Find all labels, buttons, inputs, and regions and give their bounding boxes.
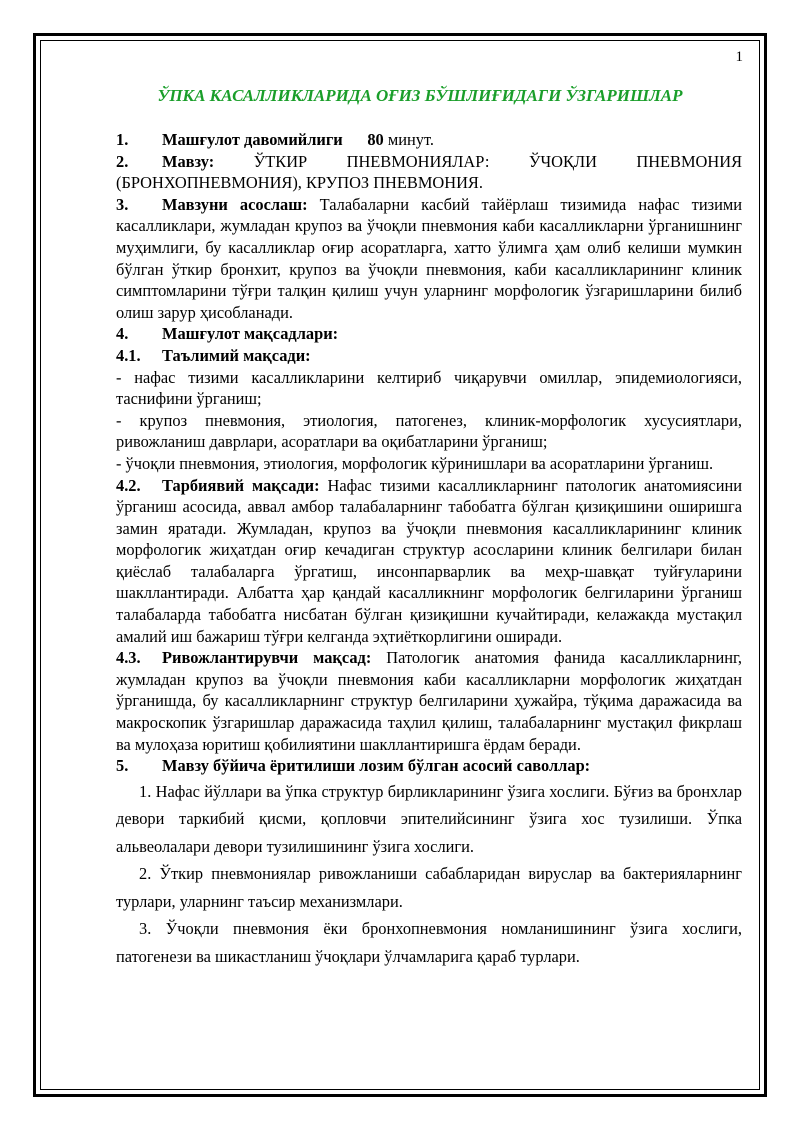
section-text: ЎТКИР ПНЕВМОНИЯЛАР: ЎЧОҚЛИ ПНЕВМОНИЯ (БРОНХОПНЕВМОНИЯ), КРУПОЗ ПНЕВМОНИЯ.: [116, 151, 742, 193]
section-label: Машғулот давомийлиги: [162, 130, 343, 149]
document-title: ЎПКА КАСАЛЛИКЛАРИДА ОҒИЗ БЎШЛИҒИДАГИ ЎЗГАРИШЛАР: [157, 86, 683, 105]
subsection-educational-goal: [116, 345, 742, 367]
duration-value: 80: [367, 130, 384, 149]
section-number: 3.: [116, 194, 129, 214]
section-number: 4.3.: [116, 648, 141, 668]
section-text: Нафас тизими касалликларнинг патологик анатомиясини ўрганиш асосида, аввал амбор талабаларнинг табобатга бўлган қизиқишини оширишга замин яратади. Жумладан, крупоз ва ўчоқли пневмония касалликларининг клиник морфологик жиҳатдан оғир кечадиган структур асосларини клиник белгилари билан қиёслаб талабаларга ўргатиш, инсонпарварлик ва меҳр-шавқат туйғуларини шакллантиради. Албатта ҳар қандай касалликнинг морфологик белгиларини ўрганиш талабаларда табобатга нисбатан бўлган қизиқишни кучайтиради, келажакда мустақил амалий иш бажариш тўғри келганда эҳтиёткорлигини оширади.: [116, 475, 743, 646]
section-number: 2.: [116, 151, 129, 171]
section-number: 4.1.: [116, 345, 141, 365]
document-body: [116, 129, 742, 970]
section-number: 5.: [116, 756, 129, 776]
section-text: Патологик анатомия фанида касалликларнинг, жумладан крупоз ва ўчоқли пневмония каби касалликларни морфологик жиҳатдан ўрганишда, бу касалликларнинг структур белгиларини ҳужайра, тўқима даражасида ва макроскопик ўзгаришлар даражасида таҳлил қилиш, талабаларнинг мустақил фикрлаш ва мулоҳаза юритиш қобилиятини шакллантиришга ёрдам беради.: [116, 648, 742, 754]
section-duration: [116, 129, 742, 151]
duration-unit: минут.: [383, 130, 434, 149]
list-item: - ўчоқли пневмония, этиология, морфологик кўринишлари ва асоратларини ўрганиш.: [116, 453, 714, 473]
section-label: Таълимий мақсади:: [162, 345, 311, 365]
page-number: 1: [735, 49, 743, 65]
section-label: Мавзу бўйича ёритилиши лозим бўлган асосий саволлар:: [162, 756, 591, 776]
section-number: 4.: [116, 324, 129, 344]
questions-list: [116, 778, 742, 971]
list-item: 1. Нафас йўллари ва ўпка структур бирликларининг ўзига хослиги. Бўғиз ва бронхлар девори таркибий қисми, қопловчи эпителийсининг ўзига хос тузилиши. Ўпка альвеолалари девори тузилишининг ўзига хослиги.: [116, 781, 742, 856]
section-label: Тарбиявий мақсади:: [162, 475, 320, 495]
section-label: Ривожлантирувчи мақсад:: [162, 648, 372, 668]
section-rationale: [116, 194, 742, 324]
section-label: Машғулот мақсадлари:: [162, 324, 339, 344]
list-item: 3. Ўчоқли пневмония ёки бронхопневмония номланишининг ўзига хослиги, патогенези ва шикастланиш ўчоқлари ўлчамларига қараб турлари.: [116, 919, 742, 966]
list-item: - крупоз пневмония, этиология, патогенез, клиник-морфологик хусусиятлари, ривожланиш даврлари, асоратлари ва оқибатларини ўрганиш;: [116, 410, 742, 452]
section-label: Мавзуни асослаш:: [162, 194, 308, 214]
list-item: 2. Ўткир пневмониялар ривожланиши сабабларидан вируслар ва бактерияларнинг турлари, уларнинг таъсир механизмлари.: [116, 864, 742, 911]
section-number: 4.2.: [116, 475, 141, 495]
list-item: - нафас тизими касалликларини келтириб чиқарувчи омиллар, эпидемиологияси, таснифини ўрганиш;: [116, 367, 742, 409]
section-topic: [116, 151, 742, 194]
section-goals: [116, 323, 742, 345]
subsection-developmental-goal: [116, 647, 742, 755]
section-questions: [116, 755, 742, 777]
section-text: Талабаларни касбий тайёрлаш тизимида нафас тизими касалликлари, жумладан крупоз ва ўчоқли пневмония каби касалликларни ўрганишнинг муҳимлиги, бу касалликлар оғир асоратларга, хатто ўлимга ҳам олиб келиши мумкин бўлган ўткир бронхит, крупоз ва ўчоқли пневмония, каби касалликларининг клиник симптомларини тўғри талқин қилиш учун уларнинг морфологик ўзгаришларини билиб олиш зарур ҳисобланади.: [116, 194, 742, 322]
section-label: Мавзу:: [162, 151, 215, 171]
section-number: 1.: [116, 130, 129, 149]
subsection-upbringing-goal: [116, 475, 742, 648]
